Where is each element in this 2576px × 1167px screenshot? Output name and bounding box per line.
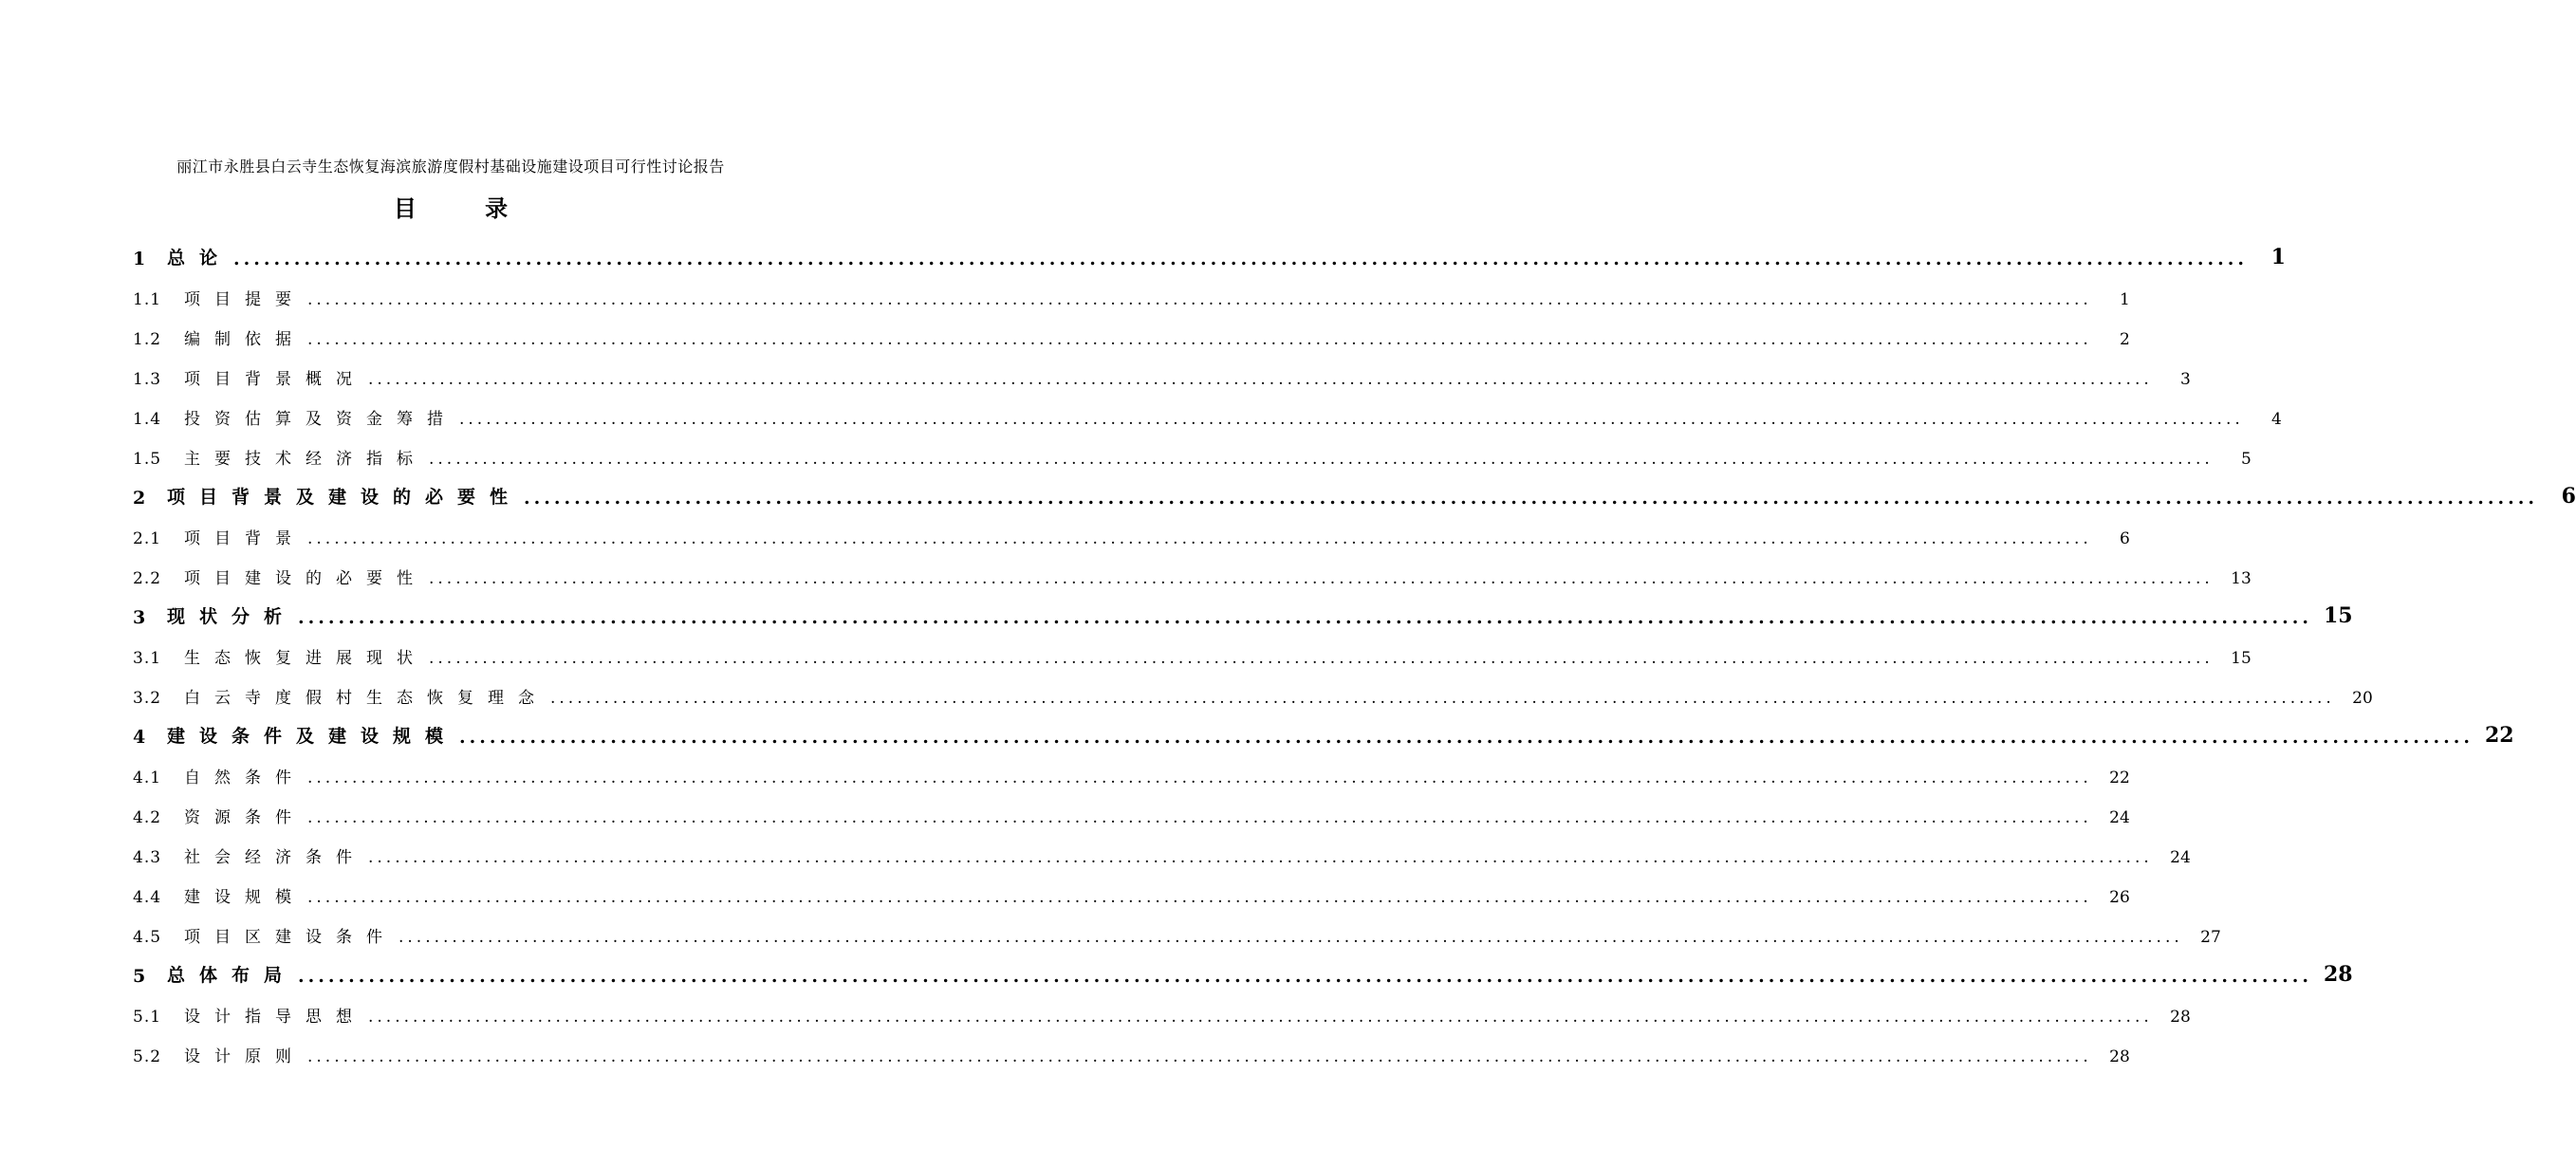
- toc-leader-dots: ........................................................................................................................................................................................................: [368, 848, 2153, 867]
- toc-entry-page-number: 26: [2109, 888, 2130, 907]
- toc-entry-label: 总论: [167, 248, 232, 269]
- toc-entry-number: 5.1: [133, 1008, 162, 1027]
- toc-entry-number: 1.2: [133, 330, 162, 349]
- toc-leader-dots: ........................................................................................................................................................................................................: [307, 330, 2092, 349]
- toc-section-entry[interactable]: [133, 907, 2221, 947]
- toc-entry-number: 4: [133, 727, 146, 748]
- toc-leader-dots: ........................................................................................................................................................................................................: [429, 450, 2214, 469]
- toc-entry-label: 建设条件及建设规模: [167, 726, 458, 747]
- toc-entry-number: 1.4: [133, 410, 162, 429]
- toc-section-entry[interactable]: [133, 748, 2130, 787]
- toc-section-entry[interactable]: [133, 349, 2191, 389]
- toc-section-entry[interactable]: [133, 987, 2191, 1027]
- toc-entry-number: 1.3: [133, 370, 162, 389]
- toc-entry-page-number: 22: [2484, 723, 2514, 748]
- running-header: 丽江市永胜县白云寺生态恢复海滨旅游度假村基础设施建设项目可行性讨论报告: [176, 157, 725, 176]
- toc-entry-number: 1: [133, 249, 146, 269]
- toc-leader-dots: ........................................................................................................................................................................................................: [398, 928, 2183, 947]
- toc-entry-page-number: 15: [2231, 649, 2252, 668]
- toc-leader-dots: ........................................................................................................................................................................................................: [429, 649, 2214, 668]
- toc-section-entry[interactable]: [133, 309, 2130, 349]
- toc-leader-dots: ........................................................................................................................................................................................................: [307, 529, 2092, 548]
- toc-entry-number: 4.4: [133, 888, 162, 907]
- toc-entry-number: 2.1: [133, 529, 162, 548]
- toc-leader-dots: ........................................................................................................................................................................................................: [298, 966, 2312, 987]
- toc-entry-number: 3.1: [133, 649, 162, 668]
- toc-entry-label: 总体布局: [167, 965, 297, 986]
- toc-title: 目 录: [393, 194, 539, 222]
- toc-entry-number: 1.1: [133, 290, 162, 309]
- toc-chapter-entry[interactable]: [133, 588, 2353, 628]
- toc-entry-page-number: 6: [2561, 484, 2576, 509]
- toc-entry-number: 4.1: [133, 769, 162, 787]
- toc-entry-label: 生态恢复进展现状: [184, 649, 427, 668]
- toc-entry-number: 4.2: [133, 808, 162, 827]
- toc-entry-label: 自然条件: [184, 769, 306, 787]
- toc-leader-dots: ........................................................................................................................................................................................................: [233, 249, 2248, 269]
- toc-chapter-entry[interactable]: [133, 230, 2286, 269]
- toc-leader-dots: ........................................................................................................................................................................................................: [368, 370, 2153, 389]
- toc-entry-label: 主要技术经济指标: [184, 450, 427, 469]
- toc-entry-label: 项目区建设条件: [184, 928, 397, 947]
- toc-entry-number: 5.2: [133, 1047, 162, 1066]
- toc-section-entry[interactable]: [133, 548, 2252, 588]
- toc-entry-label: 社会经济条件: [184, 848, 366, 867]
- toc-entry-number: 3.2: [133, 689, 162, 708]
- toc-entry-page-number: 28: [2323, 962, 2353, 987]
- toc-entry-page-number: 1: [2270, 245, 2286, 269]
- toc-entry-page-number: 2: [2119, 330, 2130, 349]
- toc-entry-number: 4.5: [133, 928, 162, 947]
- toc-leader-dots: ........................................................................................................................................................................................................: [459, 410, 2244, 429]
- toc-section-entry[interactable]: [133, 628, 2252, 668]
- toc-leader-dots: ........................................................................................................................................................................................................: [307, 769, 2092, 787]
- toc-entry-page-number: 3: [2179, 370, 2191, 389]
- toc-section-entry[interactable]: [133, 827, 2191, 867]
- toc-entry-label: 设计原则: [184, 1047, 306, 1066]
- toc-leader-dots: ........................................................................................................................................................................................................: [307, 888, 2092, 907]
- toc-leader-dots: ........................................................................................................................................................................................................: [307, 290, 2092, 309]
- toc-entry-page-number: 28: [2170, 1008, 2191, 1027]
- toc-entry-page-number: 22: [2109, 769, 2130, 787]
- toc-entry-label: 项目提要: [184, 290, 306, 309]
- toc-entry-page-number: 28: [2109, 1047, 2130, 1066]
- toc-entry-label: 设计指导思想: [184, 1008, 366, 1027]
- toc-entry-page-number: 15: [2323, 603, 2353, 628]
- toc-leader-dots: ........................................................................................................................................................................................................: [524, 488, 2538, 509]
- toc-section-entry[interactable]: [133, 668, 2373, 708]
- table-of-contents: [133, 230, 2576, 1066]
- toc-entry-page-number: 1: [2119, 290, 2130, 309]
- toc-leader-dots: ........................................................................................................................................................................................................: [298, 607, 2312, 628]
- toc-entry-label: 资源条件: [184, 808, 306, 827]
- toc-section-entry[interactable]: [133, 509, 2130, 548]
- toc-entry-page-number: 20: [2352, 689, 2373, 708]
- toc-entry-number: 5: [133, 966, 146, 987]
- toc-section-entry[interactable]: [133, 1027, 2130, 1066]
- toc-chapter-entry[interactable]: [133, 708, 2514, 748]
- toc-leader-dots: ........................................................................................................................................................................................................: [550, 689, 2335, 708]
- toc-section-entry[interactable]: [133, 787, 2130, 827]
- toc-entry-page-number: 27: [2200, 928, 2221, 947]
- toc-entry-page-number: 13: [2231, 569, 2252, 588]
- toc-entry-label: 项目背景: [184, 529, 306, 548]
- toc-entry-label: 投资估算及资金筹措: [184, 410, 457, 429]
- toc-entry-label: 编制依据: [184, 330, 306, 349]
- toc-section-entry[interactable]: [133, 389, 2282, 429]
- toc-section-entry[interactable]: [133, 867, 2130, 907]
- toc-entry-number: 4.3: [133, 848, 162, 867]
- toc-section-entry[interactable]: [133, 269, 2130, 309]
- toc-entry-page-number: 6: [2119, 529, 2130, 548]
- toc-chapter-entry[interactable]: [133, 947, 2353, 987]
- toc-leader-dots: ........................................................................................................................................................................................................: [307, 1047, 2092, 1066]
- toc-entry-page-number: 4: [2270, 410, 2282, 429]
- toc-entry-page-number: 24: [2170, 848, 2191, 867]
- toc-chapter-entry[interactable]: [133, 469, 2576, 509]
- toc-leader-dots: ........................................................................................................................................................................................................: [307, 808, 2092, 827]
- toc-entry-label: 项目建设的必要性: [184, 569, 427, 588]
- toc-entry-label: 建设规模: [184, 888, 306, 907]
- toc-entry-label: 项目背景及建设的必要性: [167, 487, 523, 508]
- toc-entry-page-number: 24: [2109, 808, 2130, 827]
- toc-leader-dots: ........................................................................................................................................................................................................: [429, 569, 2214, 588]
- toc-entry-label: 现状分析: [167, 606, 297, 627]
- toc-section-entry[interactable]: [133, 429, 2252, 469]
- toc-entry-label: 白云寺度假村生态恢复理念: [184, 689, 548, 708]
- toc-entry-number: 1.5: [133, 450, 162, 469]
- toc-leader-dots: ........................................................................................................................................................................................................: [459, 727, 2474, 748]
- toc-entry-number: 2.2: [133, 569, 162, 588]
- toc-entry-label: 项目背景概况: [184, 370, 366, 389]
- toc-entry-page-number: 5: [2240, 450, 2252, 469]
- toc-entry-number: 3: [133, 607, 146, 628]
- toc-leader-dots: ........................................................................................................................................................................................................: [368, 1008, 2153, 1027]
- toc-entry-number: 2: [133, 488, 146, 509]
